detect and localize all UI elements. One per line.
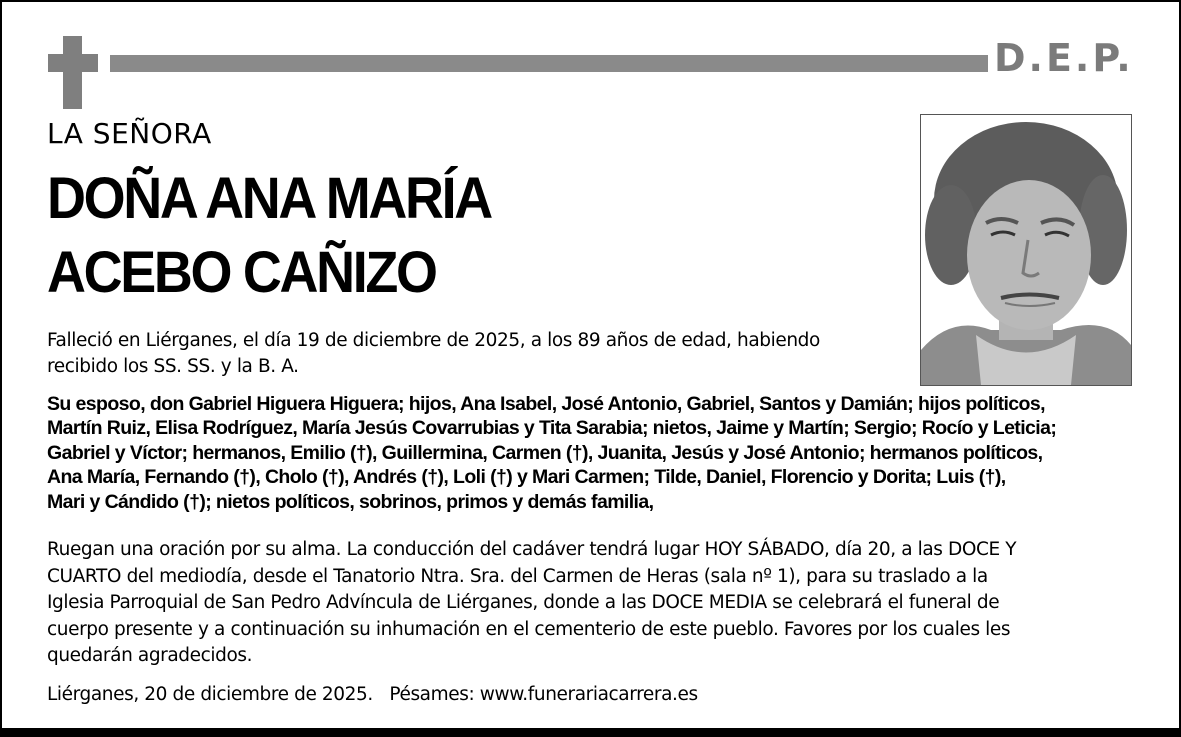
family-line: Mari y Cándido (†); nietos políticos, sobrinos, primos y demás familia,	[47, 490, 654, 513]
service-line: Ruegan una oración por su alma. La conducción del cadáver tendrá lugar HOY SÁBADO, día 20, a las DOCE Y	[47, 539, 1017, 560]
service-line: Iglesia Parroquial de San Pedro Advíncula de Liérganes, donde a las DOCE MEDIA se celebrará el funeral de	[47, 592, 1000, 613]
deceased-name	[47, 162, 491, 310]
death-notice-line: recibido los SS. SS. y la B. A.	[47, 356, 299, 377]
condolences-label: Pésames:	[389, 684, 475, 705]
latin-cross-icon-arm	[48, 54, 98, 72]
footer	[47, 682, 1147, 708]
family-line: Su esposo, don Gabriel Higuera Higuera; hijos, Ana Isabel, José Antonio, Gabriel, Santos y Damián; hijos políticos,	[47, 393, 1045, 415]
service-paragraph	[47, 537, 1147, 670]
header-rule	[110, 55, 988, 72]
condolences-website-link[interactable]: www.funerariacarrera.es	[479, 684, 698, 705]
deceased-name-line: ACEBO CAÑIZO	[47, 240, 436, 305]
place-date: Liérganes, 20 de diciembre de 2025.	[47, 684, 373, 705]
family-paragraph	[47, 392, 1147, 514]
family-line: Gabriel y Víctor; hermanos, Emilio (†), Guillermina, Carmen (†), Juanita, Jesús y José Antonio; hermanos políticos,	[47, 441, 1043, 464]
portrait-photo	[920, 114, 1132, 386]
death-notice-line: Falleció en Liérganes, el día 19 de diciembre de 2025, a los 89 años de edad, habiendo	[47, 330, 820, 351]
death-notice-paragraph	[47, 328, 897, 380]
dep-abbreviation: D.E.P.	[994, 36, 1134, 80]
service-line: CUARTO del mediodía, desde el Tanatorio Ntra. Sra. del Carmen de Heras (sala nº 1), para su traslado a la	[47, 565, 988, 587]
family-line: Martín Ruiz, Elisa Rodríguez, María Jesús Covarrubias y Tita Sarabia; nietos, Jaime y Martín; Sergio; Rocío y Leticia;	[47, 417, 1057, 440]
latin-cross-icon	[63, 36, 82, 109]
portrait-image	[921, 115, 1131, 385]
family-line: Ana María, Fernando (†), Cholo (†), Andrés (†), Loli (†) y Mari Carmen; Tilde, Daniel, Florencio y Dorita; Luis (†),	[47, 466, 1006, 489]
deceased-name-line: DOÑA ANA MARÍA	[47, 166, 491, 231]
service-line: quedarán agradecidos.	[47, 645, 253, 666]
service-line: cuerpo presente y a continuación su inhumación en el cementerio de este pueblo. Favores por los cuales les	[47, 618, 1011, 640]
honorific-prefix: LA SEÑORA	[47, 117, 212, 150]
